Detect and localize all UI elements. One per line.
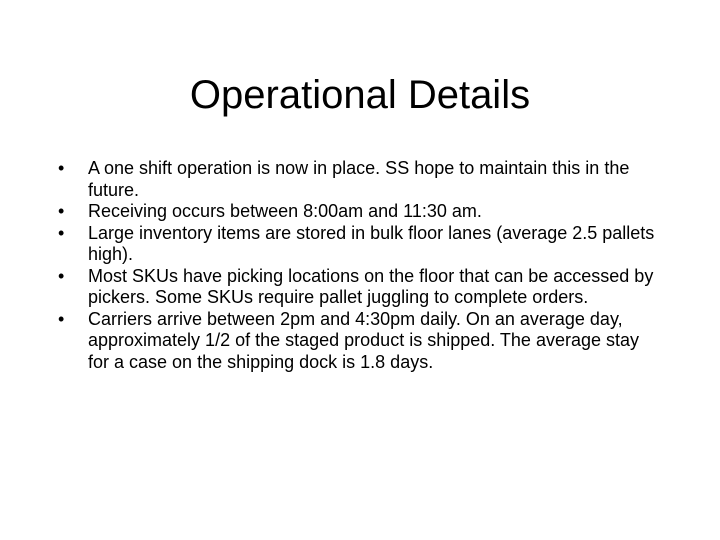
bullet-text: Carriers arrive between 2pm and 4:30pm daily. On an average day, approximately 1/2 of the staged product is shipped. The average stay for a case on the shipping dock is 1.8 days. xyxy=(88,308,640,372)
bullet-icon: • xyxy=(58,201,65,221)
bullet-text: Receiving occurs between 8:00am and 11:30 am. xyxy=(88,201,482,221)
bullet-item xyxy=(52,201,662,223)
bullet-icon: • xyxy=(58,308,65,329)
bullet-icon: • xyxy=(58,265,65,286)
bullet-item xyxy=(52,266,662,309)
bullet-item xyxy=(52,309,662,374)
bullet-text: Most SKUs have picking locations on the floor that can be accessed by pickers. Some SKUs require pallet juggling to complete orders. xyxy=(88,265,654,307)
bullet-icon: • xyxy=(58,158,65,178)
slide-title: Operational Details xyxy=(189,73,531,117)
bullet-item xyxy=(52,158,662,201)
bullet-item xyxy=(52,223,662,266)
bullet-icon: • xyxy=(58,222,65,243)
bullet-text: Large inventory items are stored in bulk floor lanes (average 2.5 pallets high). xyxy=(88,222,655,264)
bullet-list xyxy=(52,158,662,373)
bullet-text: A one shift operation is now in place. SS hope to maintain this in the future. xyxy=(88,158,630,200)
